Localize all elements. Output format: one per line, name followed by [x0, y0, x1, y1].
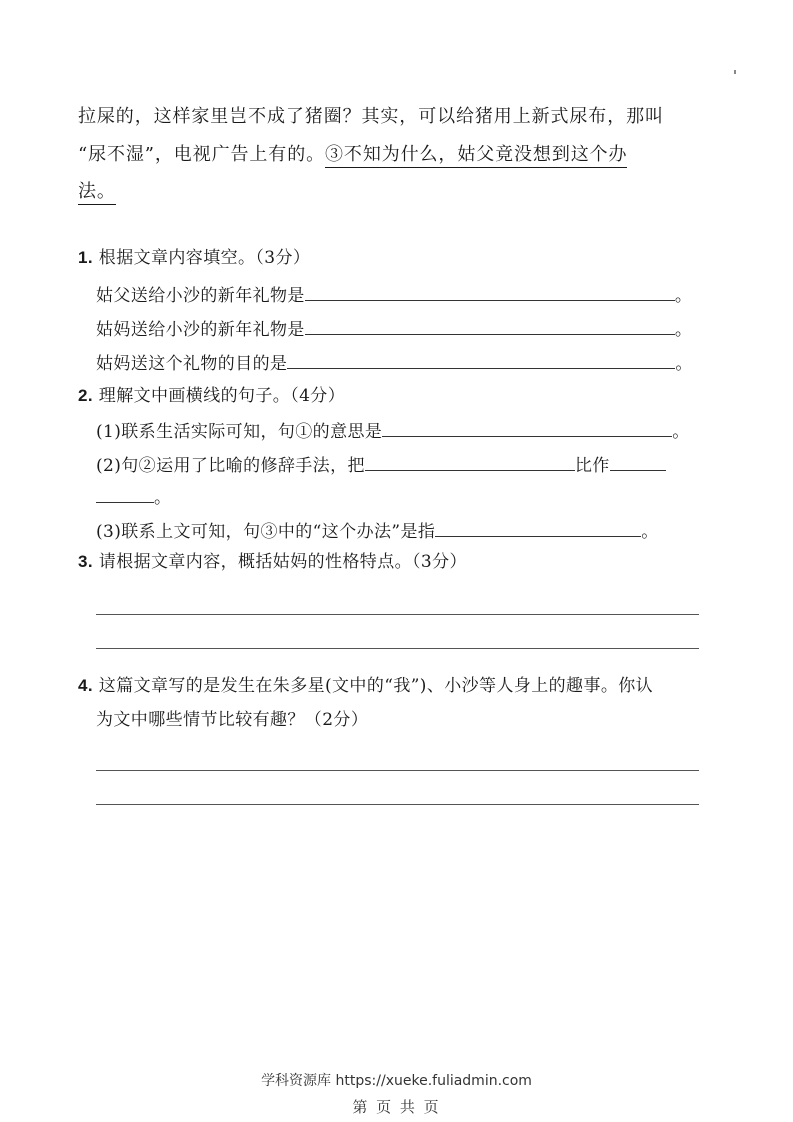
answer-blank[interactable] [287, 350, 675, 369]
passage-line-2-plain: “尿不湿”，电视广告上有的。 [78, 144, 326, 165]
question-number: 2. [78, 386, 93, 405]
period: 。 [674, 320, 693, 340]
q2-sub-2-middle: 比作 [574, 456, 610, 476]
q2-sub-2 [96, 452, 666, 478]
answer-blank[interactable] [305, 282, 675, 301]
period: 。 [674, 286, 693, 306]
answer-line[interactable] [96, 770, 699, 771]
corner-mark [734, 70, 736, 74]
underlined-sentence-3: ③不知为什么，姑父竟没想到这个办 [325, 144, 627, 168]
question-4-line-2: 为文中哪些情节比较有趣？（2分） [96, 710, 369, 730]
answer-blank[interactable] [96, 484, 154, 503]
q1-item-b-label: 姑妈送给小沙的新年礼物是 [96, 320, 305, 340]
passage-line-2 [78, 136, 718, 174]
question-text: 根据文章内容填空。（3分） [98, 248, 311, 268]
period: 。 [154, 488, 172, 508]
q2-sub-2-label: (2)句②运用了比喻的修辞手法，把 [96, 456, 365, 476]
answer-blank[interactable] [365, 452, 575, 471]
passage-line-1: 拉屎的，这样家里岂不成了猪圈？其实，可以给猪用上新式尿布，那叫 [78, 106, 664, 127]
question-text: 理解文中画横线的句子。（4分） [98, 386, 346, 406]
question-number: 1. [78, 248, 93, 267]
question-1 [78, 246, 310, 270]
period: 。 [641, 522, 659, 542]
source-watermark: 学科资源库 https://xueke.fuliadmin.com [261, 1073, 532, 1089]
q1-item-a [96, 282, 692, 308]
q2-sub-1 [96, 418, 690, 444]
page-number: 第 页 共 页 [352, 1098, 441, 1116]
q2-sub-3-label: (3)联系上文可知，句③中的“这个办法”是指 [96, 522, 436, 542]
answer-blank[interactable] [382, 418, 672, 437]
question-text-line-1: 这篇文章写的是发生在朱多星(文中的“我”)、小沙等人身上的趣事。你认 [98, 676, 654, 696]
question-number: 4. [78, 676, 93, 695]
q1-item-b [96, 316, 692, 342]
answer-line[interactable] [96, 614, 699, 615]
period: 。 [675, 354, 693, 374]
answer-blank[interactable] [435, 518, 641, 537]
q1-item-c-label: 姑妈送这个礼物的目的是 [96, 354, 288, 374]
question-text: 请根据文章内容，概括姑妈的性格特点。（3分） [98, 552, 467, 572]
answer-line[interactable] [96, 648, 699, 649]
q1-item-a-label: 姑父送给小沙的新年礼物是 [96, 286, 305, 306]
question-3 [78, 550, 467, 574]
underlined-sentence-3-end: 法。 [78, 181, 116, 205]
q1-item-c [96, 350, 693, 376]
q2-sub-2-cont [96, 484, 171, 510]
question-4 [78, 674, 653, 698]
passage-line-3 [78, 173, 718, 211]
q2-sub-3 [96, 518, 659, 544]
period: 。 [672, 422, 690, 442]
question-number: 3. [78, 552, 93, 571]
question-2 [78, 384, 345, 408]
answer-blank[interactable] [305, 316, 675, 335]
answer-blank[interactable] [610, 452, 666, 471]
answer-line[interactable] [96, 804, 699, 805]
q2-sub-1-label: (1)联系生活实际可知，句①的意思是 [96, 422, 383, 442]
